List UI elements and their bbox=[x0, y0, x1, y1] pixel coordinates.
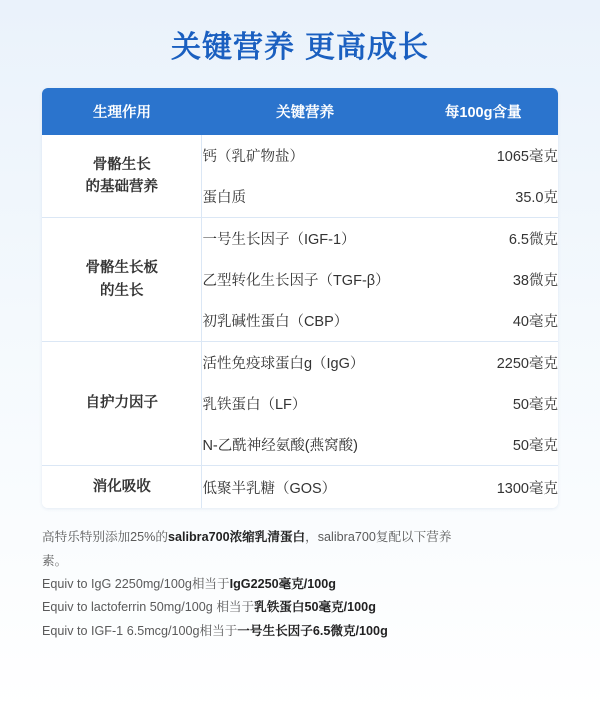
group-label-line1: 骨骼生长 bbox=[92, 156, 151, 173]
footnote-1-text-c: ，salibra700复配以下营养 bbox=[305, 530, 452, 545]
table-row bbox=[42, 342, 558, 384]
footnote-3-text: Equiv to IgG 2250mg/100g相当于 bbox=[42, 577, 230, 592]
nutrition-table bbox=[42, 88, 558, 508]
nutrient-value: 38微克 bbox=[408, 259, 558, 300]
table-header-row bbox=[42, 88, 558, 135]
footnote-line-1 bbox=[42, 526, 558, 549]
footnote-1-text-a: 高特乐特别添加25%的 bbox=[42, 530, 168, 545]
group-label-line2: 的生长 bbox=[99, 282, 144, 299]
nutrient-value: 35.0克 bbox=[408, 176, 558, 218]
footnote-4-highlight: 乳铁蛋白50毫克/100g bbox=[254, 600, 376, 615]
nutrient-name: 初乳碱性蛋白（CBP） bbox=[202, 300, 408, 342]
table-row bbox=[42, 135, 558, 176]
nutrition-table-wrapper bbox=[42, 88, 558, 508]
footnote-line-5 bbox=[42, 620, 558, 643]
group-label-line1: 骨骼生长板 bbox=[85, 260, 158, 277]
nutrient-value: 1300毫克 bbox=[408, 466, 558, 509]
footnote-line-3 bbox=[42, 573, 558, 596]
group-label-line1: 消化吸收 bbox=[92, 479, 151, 495]
group-label-immunity bbox=[42, 342, 202, 466]
nutrient-name: 蛋白质 bbox=[202, 176, 408, 218]
nutrient-value: 50毫克 bbox=[408, 424, 558, 466]
column-header-amount: 每100g含量 bbox=[408, 88, 558, 135]
table-row bbox=[42, 218, 558, 260]
nutrient-name: 乙型转化生长因子（TGF-β） bbox=[202, 259, 408, 300]
footnote-5-text: Equiv to IGF-1 6.5mcg/100g相当于 bbox=[42, 623, 238, 638]
footnote-line-2: 素。 bbox=[42, 553, 68, 568]
page-title-part1: 关键营养 bbox=[171, 31, 295, 64]
group-label-line1: 自护力因子 bbox=[85, 395, 158, 412]
nutrient-name: 活性免疫球蛋白g（IgG） bbox=[202, 342, 408, 384]
footnote-line-4 bbox=[42, 596, 558, 619]
nutrient-value: 2250毫克 bbox=[408, 342, 558, 384]
group-label-digestion bbox=[42, 466, 202, 509]
column-header-nutrient: 关键营养 bbox=[202, 88, 408, 135]
nutrient-name: 乳铁蛋白（LF） bbox=[202, 383, 408, 424]
group-label-bone-growth bbox=[42, 135, 202, 218]
footnote-1-highlight: salibra700浓缩乳清蛋白 bbox=[167, 530, 306, 545]
nutrient-value: 1065毫克 bbox=[408, 135, 558, 176]
footnote-5-highlight: 一号生长因子6.5微克/100g bbox=[237, 623, 388, 638]
nutrient-name: N-乙酰神经氨酸(燕窝酸) bbox=[202, 424, 408, 466]
footnote-4-text: Equiv to lactoferrin 50mg/100g 相当于 bbox=[42, 600, 255, 615]
table-row bbox=[42, 466, 558, 509]
nutrient-value: 40毫克 bbox=[408, 300, 558, 342]
nutrient-name: 钙（乳矿物盐） bbox=[202, 135, 408, 176]
group-label-line2: 的基础营养 bbox=[85, 179, 158, 195]
table-header bbox=[42, 88, 558, 135]
nutrient-value: 50毫克 bbox=[408, 383, 558, 424]
table-body bbox=[42, 135, 558, 508]
nutrient-value: 6.5微克 bbox=[408, 218, 558, 260]
footnotes bbox=[42, 526, 558, 642]
footnote-3-highlight: IgG2250毫克/100g bbox=[229, 577, 337, 592]
page-title-part2: 更高成长 bbox=[305, 31, 429, 64]
group-label-growth-plate bbox=[42, 218, 202, 342]
nutrient-name: 一号生长因子（IGF-1） bbox=[202, 218, 408, 260]
column-header-function: 生理作用 bbox=[42, 88, 202, 135]
page-title bbox=[0, 0, 600, 66]
nutrient-name: 低聚半乳糖（GOS） bbox=[202, 466, 408, 509]
